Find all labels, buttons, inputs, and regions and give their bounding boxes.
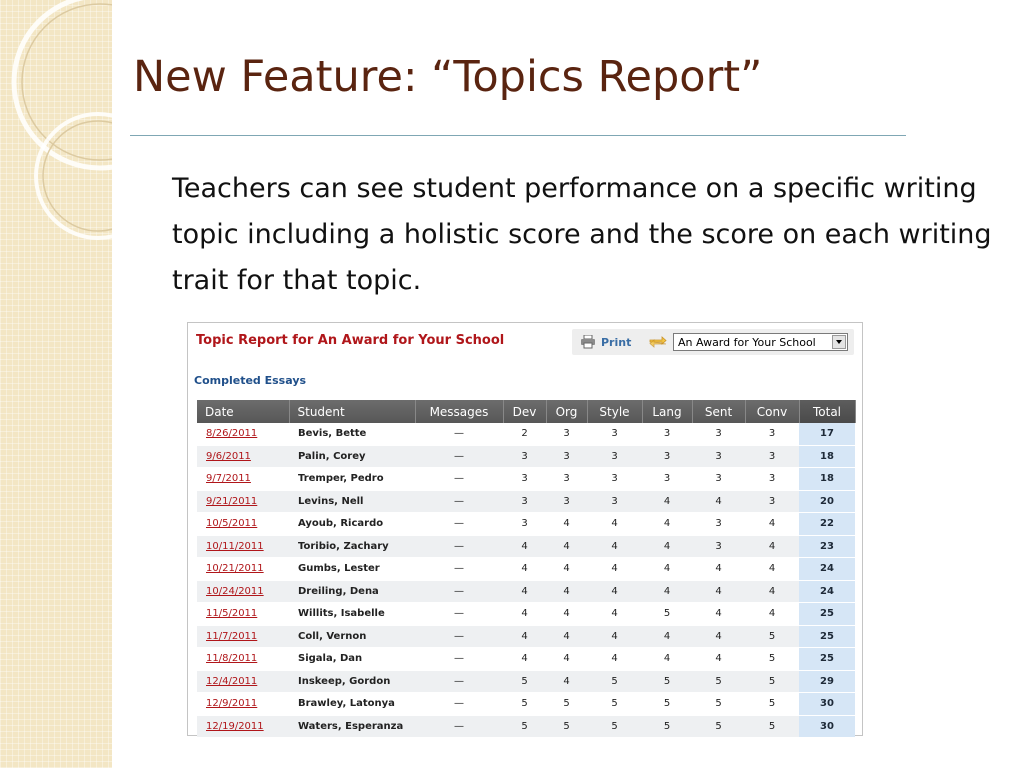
- table-row: [197, 670, 855, 693]
- student-cell: Dreiling, Dena: [289, 580, 415, 603]
- conv-cell: 5: [745, 648, 799, 671]
- lang-cell: 3: [642, 468, 692, 491]
- date-cell: [197, 670, 289, 693]
- total-cell: 24: [799, 580, 855, 603]
- messages-cell: —: [415, 715, 503, 738]
- student-cell: Coll, Vernon: [289, 625, 415, 648]
- dev-cell: 4: [503, 625, 546, 648]
- title-divider: [130, 135, 906, 136]
- column-header-dev[interactable]: Dev: [503, 400, 546, 423]
- org-cell: 3: [546, 468, 587, 491]
- dev-cell: 4: [503, 648, 546, 671]
- report-toolbar: [572, 329, 854, 355]
- dev-cell: 5: [503, 715, 546, 738]
- messages-cell: —: [415, 535, 503, 558]
- table-row: [197, 580, 855, 603]
- conv-cell: 3: [745, 468, 799, 491]
- lang-cell: 4: [642, 625, 692, 648]
- date-cell: [197, 558, 289, 581]
- topic-select[interactable]: [673, 333, 848, 351]
- column-header-org[interactable]: Org: [546, 400, 587, 423]
- date-cell: [197, 445, 289, 468]
- essay-date-link[interactable]: 11/8/2011: [206, 653, 258, 665]
- sent-cell: 5: [692, 670, 745, 693]
- decorative-rings: [0, 0, 112, 768]
- essay-date-link[interactable]: 12/19/2011: [206, 720, 264, 732]
- messages-cell: —: [415, 603, 503, 626]
- date-cell: [197, 625, 289, 648]
- lang-cell: 5: [642, 670, 692, 693]
- conv-cell: 4: [745, 535, 799, 558]
- completed-essays-label: Completed Essays: [194, 374, 307, 387]
- messages-cell: —: [415, 445, 503, 468]
- sent-cell: 4: [692, 648, 745, 671]
- total-cell: 25: [799, 603, 855, 626]
- date-cell: [197, 535, 289, 558]
- essay-date-link[interactable]: 9/21/2011: [206, 495, 258, 507]
- dev-cell: 3: [503, 513, 546, 536]
- org-cell: 5: [546, 693, 587, 716]
- sent-cell: 5: [692, 693, 745, 716]
- student-cell: Inskeep, Gordon: [289, 670, 415, 693]
- date-cell: [197, 693, 289, 716]
- org-cell: 4: [546, 580, 587, 603]
- column-header-conv[interactable]: Conv: [745, 400, 799, 423]
- lang-cell: 5: [642, 693, 692, 716]
- dev-cell: 4: [503, 535, 546, 558]
- conv-cell: 5: [745, 625, 799, 648]
- dev-cell: 3: [503, 445, 546, 468]
- dev-cell: 2: [503, 423, 546, 445]
- column-header-lang[interactable]: Lang: [642, 400, 692, 423]
- total-cell: 29: [799, 670, 855, 693]
- sent-cell: 4: [692, 603, 745, 626]
- messages-cell: —: [415, 693, 503, 716]
- total-cell: 23: [799, 535, 855, 558]
- table-row: [197, 490, 855, 513]
- messages-cell: —: [415, 423, 503, 445]
- student-cell: Bevis, Bette: [289, 423, 415, 445]
- student-cell: Levins, Nell: [289, 490, 415, 513]
- essay-date-link[interactable]: 12/4/2011: [206, 675, 258, 687]
- essay-date-link[interactable]: 12/9/2011: [206, 698, 258, 710]
- decorative-side-strip: [0, 0, 112, 768]
- report-title: Topic Report for An Award for Your School: [196, 333, 505, 348]
- messages-cell: —: [415, 558, 503, 581]
- sent-cell: 3: [692, 535, 745, 558]
- style-cell: 3: [587, 468, 642, 491]
- style-cell: 4: [587, 625, 642, 648]
- column-header-student[interactable]: Student: [289, 400, 415, 423]
- arrows-icon[interactable]: [649, 335, 667, 349]
- total-cell: 30: [799, 715, 855, 738]
- dev-cell: 5: [503, 670, 546, 693]
- lang-cell: 4: [642, 558, 692, 581]
- lang-cell: 4: [642, 648, 692, 671]
- student-cell: Willits, Isabelle: [289, 603, 415, 626]
- org-cell: 3: [546, 490, 587, 513]
- table-row: [197, 715, 855, 738]
- print-button[interactable]: [580, 334, 631, 350]
- total-cell: 25: [799, 625, 855, 648]
- student-cell: Gumbs, Lester: [289, 558, 415, 581]
- essay-date-link[interactable]: 8/26/2011: [206, 428, 258, 440]
- org-cell: 4: [546, 603, 587, 626]
- messages-cell: —: [415, 625, 503, 648]
- style-cell: 4: [587, 603, 642, 626]
- table-row: [197, 558, 855, 581]
- org-cell: 4: [546, 648, 587, 671]
- style-cell: 3: [587, 490, 642, 513]
- table-row: [197, 468, 855, 491]
- org-cell: 5: [546, 715, 587, 738]
- essay-date-link[interactable]: 10/24/2011: [206, 585, 264, 597]
- total-cell: 22: [799, 513, 855, 536]
- org-cell: 3: [546, 445, 587, 468]
- print-label: Print: [601, 335, 632, 349]
- style-cell: 3: [587, 423, 642, 445]
- sent-cell: 5: [692, 715, 745, 738]
- total-cell: 25: [799, 648, 855, 671]
- column-header-sent[interactable]: Sent: [692, 400, 745, 423]
- topic-select-value: An Award for Your School: [678, 336, 816, 349]
- slide-title: New Feature: “Topics Report”: [133, 52, 763, 102]
- essay-date-link[interactable]: 10/11/2011: [206, 540, 264, 552]
- conv-cell: 4: [745, 558, 799, 581]
- sent-cell: 4: [692, 558, 745, 581]
- total-cell: 20: [799, 490, 855, 513]
- student-cell: Toribio, Zachary: [289, 535, 415, 558]
- style-cell: 4: [587, 580, 642, 603]
- conv-cell: 3: [745, 445, 799, 468]
- table-row: [197, 625, 855, 648]
- org-cell: 4: [546, 558, 587, 581]
- messages-cell: —: [415, 580, 503, 603]
- style-cell: 3: [587, 445, 642, 468]
- style-cell: 5: [587, 693, 642, 716]
- sent-cell: 3: [692, 468, 745, 491]
- essay-date-link[interactable]: 10/5/2011: [206, 518, 258, 530]
- lang-cell: 3: [642, 423, 692, 445]
- printer-icon: [580, 335, 596, 349]
- lang-cell: 4: [642, 535, 692, 558]
- student-cell: Sigala, Dan: [289, 648, 415, 671]
- total-cell: 18: [799, 468, 855, 491]
- conv-cell: 3: [745, 490, 799, 513]
- table-row: [197, 648, 855, 671]
- sent-cell: 4: [692, 580, 745, 603]
- lang-cell: 3: [642, 445, 692, 468]
- total-cell: 30: [799, 693, 855, 716]
- org-cell: 4: [546, 535, 587, 558]
- chevron-down-icon[interactable]: [832, 335, 846, 349]
- essay-date-link[interactable]: 11/5/2011: [206, 608, 258, 620]
- column-header-date[interactable]: Date: [197, 400, 289, 423]
- conv-cell: 5: [745, 715, 799, 738]
- essays-table: [197, 400, 856, 738]
- org-cell: 4: [546, 625, 587, 648]
- dev-cell: 4: [503, 558, 546, 581]
- dev-cell: 4: [503, 580, 546, 603]
- style-cell: 4: [587, 513, 642, 536]
- lang-cell: 4: [642, 513, 692, 536]
- essay-date-link[interactable]: 10/21/2011: [206, 563, 264, 575]
- table-header-row: [197, 400, 855, 423]
- student-cell: Tremper, Pedro: [289, 468, 415, 491]
- table-row: [197, 535, 855, 558]
- date-cell: [197, 648, 289, 671]
- student-cell: Ayoub, Ricardo: [289, 513, 415, 536]
- student-cell: Waters, Esperanza: [289, 715, 415, 738]
- topic-report-panel: [187, 322, 863, 736]
- conv-cell: 4: [745, 603, 799, 626]
- essay-date-link[interactable]: 9/6/2011: [206, 450, 251, 462]
- lang-cell: 5: [642, 603, 692, 626]
- date-cell: [197, 513, 289, 536]
- conv-cell: 4: [745, 513, 799, 536]
- table-row: [197, 513, 855, 536]
- date-cell: [197, 490, 289, 513]
- style-cell: 5: [587, 670, 642, 693]
- column-header-total[interactable]: Total: [799, 400, 855, 423]
- messages-cell: —: [415, 670, 503, 693]
- table-row: [197, 603, 855, 626]
- conv-cell: 4: [745, 580, 799, 603]
- org-cell: 3: [546, 423, 587, 445]
- style-cell: 5: [587, 715, 642, 738]
- essay-date-link[interactable]: 11/7/2011: [206, 630, 258, 642]
- messages-cell: —: [415, 468, 503, 491]
- lang-cell: 5: [642, 715, 692, 738]
- date-cell: [197, 715, 289, 738]
- student-cell: Palin, Corey: [289, 445, 415, 468]
- essay-date-link[interactable]: 9/7/2011: [206, 473, 251, 485]
- org-cell: 4: [546, 513, 587, 536]
- total-cell: 24: [799, 558, 855, 581]
- conv-cell: 5: [745, 670, 799, 693]
- sent-cell: 4: [692, 490, 745, 513]
- messages-cell: —: [415, 648, 503, 671]
- dev-cell: 3: [503, 468, 546, 491]
- messages-cell: —: [415, 513, 503, 536]
- lang-cell: 4: [642, 580, 692, 603]
- dev-cell: 5: [503, 693, 546, 716]
- style-cell: 4: [587, 648, 642, 671]
- style-cell: 4: [587, 558, 642, 581]
- date-cell: [197, 468, 289, 491]
- dev-cell: 4: [503, 603, 546, 626]
- sent-cell: 3: [692, 513, 745, 536]
- messages-cell: —: [415, 490, 503, 513]
- sent-cell: 3: [692, 423, 745, 445]
- conv-cell: 3: [745, 423, 799, 445]
- date-cell: [197, 603, 289, 626]
- lang-cell: 4: [642, 490, 692, 513]
- column-header-style[interactable]: Style: [587, 400, 642, 423]
- student-cell: Brawley, Latonya: [289, 693, 415, 716]
- date-cell: [197, 423, 289, 445]
- date-cell: [197, 580, 289, 603]
- org-cell: 4: [546, 670, 587, 693]
- slide-body-text: Teachers can see student performance on a specific writing topic including a holistic score and the score on each writing trait for that topic.: [172, 173, 992, 296]
- table-row: [197, 423, 855, 445]
- total-cell: 18: [799, 445, 855, 468]
- total-cell: 17: [799, 423, 855, 445]
- dev-cell: 3: [503, 490, 546, 513]
- table-row: [197, 693, 855, 716]
- table-row: [197, 445, 855, 468]
- sent-cell: 3: [692, 445, 745, 468]
- column-header-messages[interactable]: Messages: [415, 400, 503, 423]
- style-cell: 4: [587, 535, 642, 558]
- conv-cell: 5: [745, 693, 799, 716]
- sent-cell: 4: [692, 625, 745, 648]
